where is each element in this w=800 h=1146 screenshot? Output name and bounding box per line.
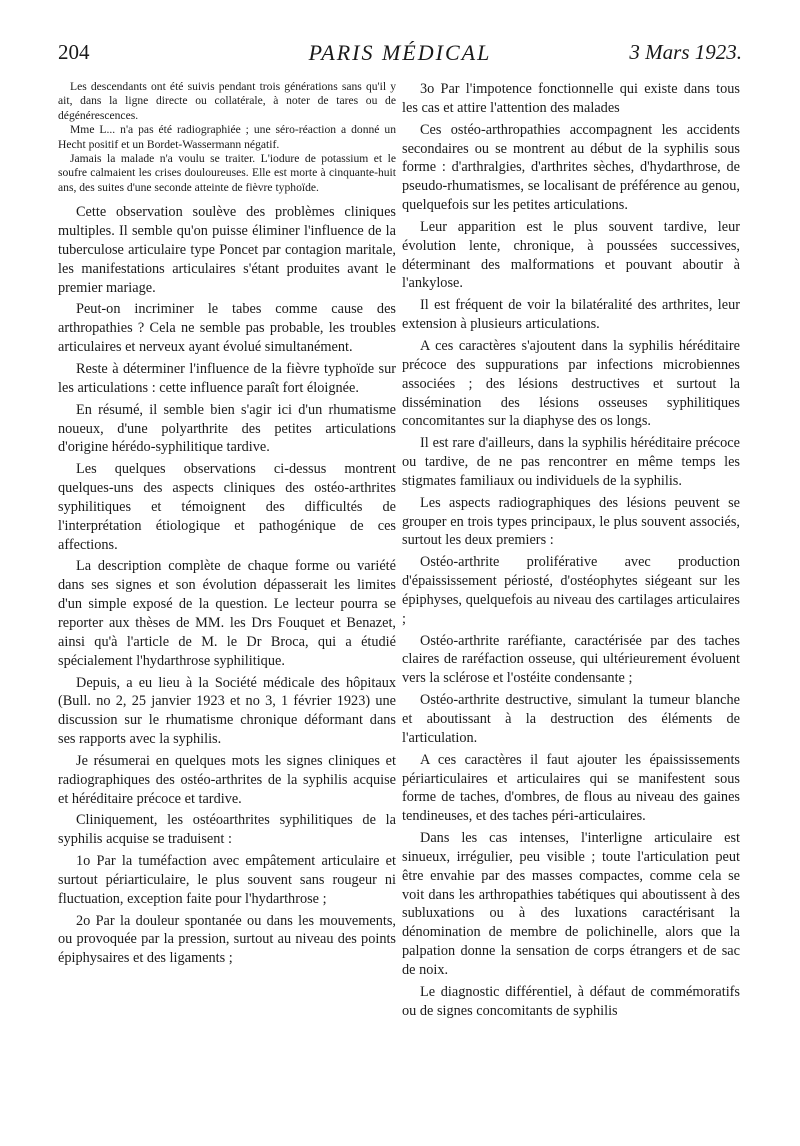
- small-paragraph: Les descendants ont été suivis pendant trois générations sans qu'il y ait, dans la ligne directe ou collatérale, à noter de tares ou de dégénérescences.: [58, 80, 396, 122]
- case-notes-small-print: [58, 80, 396, 195]
- paragraph: A ces caractères il faut ajouter les épaississements périarticulaires et articulaires qui se manifestent sous forme de taches, d'ombres, de flous au niveau des gaines tendineuses, et des taches péri-articulaires.: [402, 751, 740, 825]
- journal-title: PARIS MÉDICAL: [308, 40, 492, 65]
- small-paragraph: Jamais la malade n'a voulu se traiter. L'iodure de potassium et le soufre calmaient les crises douloureuses. Elle est morte à cinquante-huit ans, des suites d'une seconde atteinte de fièvre typhoïde.: [58, 152, 396, 194]
- paragraph: Il est rare d'ailleurs, dans la syphilis héréditaire précoce ou tardive, de ne pas rencontrer en même temps les stigmates familiaux ou individuels de la syphilis.: [402, 435, 740, 489]
- right-body-text: [402, 80, 740, 1021]
- paragraph: En résumé, il semble bien s'agir ici d'un rhumatisme noueux, d'une polyarthrite des petites articulations d'origine hérédo-syphilitique tardive.: [58, 401, 396, 456]
- paragraph: Ostéo-arthrite proliférative avec production d'épaississement périosté, d'ostéophytes siégeant sur les épiphyses, quelquefois au niveau des cartilages articulaires ;: [402, 554, 740, 627]
- issue-date: 3 Mars 1923.: [629, 40, 742, 64]
- paragraph: Leur apparition est le plus souvent tardive, leur évolution lente, chronique, à poussées successives, déterminant des malformations et pouvant aboutir à l'ankylose.: [402, 218, 740, 292]
- paragraph: Cette observation soulève des problèmes cliniques multiples. Il semble qu'on puisse éliminer l'influence de la tuberculose articulaire type Poncet par contagion maritale, les manifestations articulaires s'étant produites avant le premier mariage.: [58, 204, 396, 296]
- paragraph: Cliniquement, les ostéoarthrites syphilitiques de la syphilis acquise se traduisent :: [58, 812, 396, 848]
- paragraph: Les quelques observations ci-dessus montrent quelques-uns des aspects cliniques des ostéo-arthrites syphilitiques et témoignent des difficultés de l'interprétation étiologique et pathogénique de ces affections.: [58, 461, 396, 553]
- paragraph: Depuis, a eu lieu à la Société médicale des hôpitaux (Bull. no 2, 25 janvier 1923 et no 3, 1 février 1923) une discussion sur le rhumatisme chronique déformant dans ses rapports avec la syphilis.: [58, 674, 396, 748]
- paragraph: Le diagnostic différentiel, à défaut de commémoratifs ou de signes concomitants de syphilis: [402, 983, 740, 1019]
- paragraph: Ces ostéo-arthropathies accompagnent les accidents secondaires ou se montrent au début de la syphilis sous forme : d'arthralgies, d'arthrites sèches, d'hydarthrose, de pseudo-rhumatismes, se localisant de préférence au genou, quelquefois sur les petites articulations.: [402, 121, 740, 214]
- left-body-text: [58, 203, 396, 968]
- paragraph: Reste à déterminer l'influence de la fièvre typhoïde sur les articulations : cette influence paraît fort éloignée.: [58, 361, 396, 396]
- paragraph: Les aspects radiographiques des lésions peuvent se grouper en trois types principaux, le plus souvent associés, surtout les deux premiers :: [402, 494, 740, 549]
- paragraph: 3o Par l'impotence fonctionnelle qui existe dans tous les cas et attire l'attention des malades: [402, 81, 740, 116]
- paragraph: Il est fréquent de voir la bilatéralité des arthrites, leur extension à plusieurs articulations.: [402, 297, 740, 333]
- right-column: [402, 80, 740, 1024]
- page-header: [58, 40, 742, 70]
- page-number: 204: [58, 40, 90, 64]
- paragraph: 2o Par la douleur spontanée ou dans les mouvements, ou provoquée par la pression, surtout au niveau des points épiphysaires et des ligaments ;: [58, 912, 396, 967]
- paragraph: Ostéo-arthrite destructive, simulant la tumeur blanche et aboutissant à la destruction des éléments de l'articulation.: [402, 692, 740, 746]
- small-paragraph: Mme L... n'a pas été radiographiée ; une séro-réaction a donné un Hecht positif et un Bordet-Wassermann négatif.: [58, 123, 396, 151]
- paragraph: Ostéo-arthrite raréfiante, caractérisée par des taches claires de raréfaction osseuse, qui ultérieurement évoluent vers la sclérose et l'ostéite condensante ;: [402, 632, 740, 687]
- paragraph: 1o Par la tuméfaction avec empâtement articulaire et surtout périarticulaire, le plus souvent sans rougeur ni fluctuation, exception faite pour l'hydarthrose ;: [58, 853, 396, 907]
- paragraph: Dans les cas intenses, l'interligne articulaire est sinueux, irrégulier, peu visible ; toute l'articulation peut être envahie par des masses compactes, comme cela se voit dans les arthropathies tabétiques qui aboutissent à des subluxations ou à des luxations caractérisant la dénomination de membre de polichinelle, alors que la palpation donne la sensation de corps étrangers et de sac de noix.: [402, 830, 740, 978]
- paragraph: La description complète de chaque forme ou variété dans ses signes et son évolution dépasserait les limites d'un simple exposé de la question. Le lecteur pourra se reporter aux thèses de MM. les Drs Fouquet et Benazet, ainsi qu'à l'article de M. le Dr Broca, qui a étudié spécialement l'hydarthrose syphilitique.: [58, 558, 396, 669]
- paragraph: Je résumerai en quelques mots les signes cliniques et radiographiques des ostéo-arthrites de la syphilis acquise et héréditaire précoce et tardive.: [58, 752, 396, 807]
- paragraph: Peut-on incriminer le tabes comme cause des arthropathies ? Cela ne semble pas probable, les troubles articulaires et nerveux ayant évolué simultanément.: [58, 301, 396, 356]
- left-column: [58, 80, 396, 971]
- paragraph: A ces caractères s'ajoutent dans la syphilis héréditaire précoce des suppurations par infections microbiennes associées ; des lésions destructives et surtout la dissémination des lésions osseuses syphilitiques concomitantes sur la diaphyse des os longs.: [402, 337, 740, 430]
